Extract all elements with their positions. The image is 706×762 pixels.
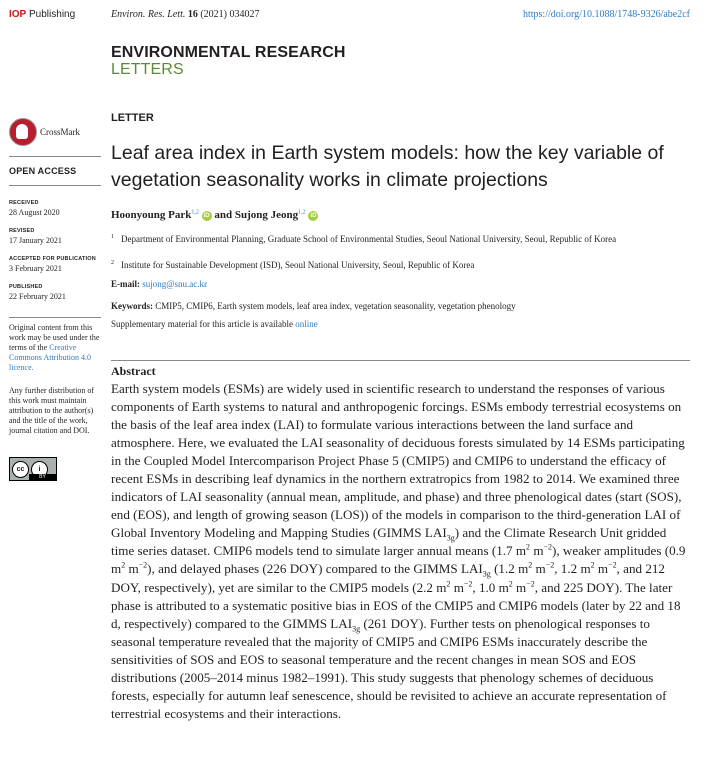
keywords-line (111, 301, 516, 311)
email-link[interactable]: sujong@snu.ac.kr (142, 279, 208, 289)
history-date-published: 22 February 2021 (9, 292, 66, 301)
orcid-icon[interactable]: iD (310, 213, 317, 219)
divider (9, 185, 101, 186)
author-name: Hoonyoung Park (111, 209, 192, 221)
supplementary-line (111, 319, 318, 329)
author-name: Sujong Jeong (234, 209, 299, 221)
license-text: Original content from this work may be used under the terms of the (9, 323, 100, 352)
history-label-received: RECEIVED (9, 200, 39, 206)
open-access-label: OPEN ACCESS (9, 166, 77, 176)
history-date-revised: 17 January 2021 (9, 236, 62, 245)
journal-abbrev: Environ. Res. Lett. (111, 9, 186, 20)
cc-by-label: BY (29, 474, 56, 480)
affiliation-number: 2 (111, 260, 114, 266)
cc-icon: cc (12, 461, 29, 478)
journal-name-line1: ENVIRONMENTAL RESEARCH (111, 44, 346, 61)
history-label-published: PUBLISHED (9, 284, 43, 290)
publisher-iop: IOP (9, 9, 27, 20)
crossmark-badge[interactable] (9, 118, 80, 146)
abstract-heading: Abstract (111, 364, 156, 378)
affiliation (111, 233, 693, 245)
article-title: Leaf area index in Earth system models: how the key variable of vegetation seasonality works in climate projections (111, 142, 664, 191)
affiliation-text: Institute for Sustainable Development (ISD), Seoul National University, Seoul, Republic of Korea (121, 260, 475, 270)
email-label: E-mail: (111, 279, 140, 289)
publisher-logo (9, 9, 75, 20)
crossmark-icon (9, 118, 37, 146)
journal-name-line2: LETTERS (111, 61, 184, 78)
cc-by-badge[interactable] (9, 457, 57, 481)
history-label-accepted: ACCEPTED FOR PUBLICATION (9, 256, 96, 262)
history-date-accepted: 3 February 2021 (9, 264, 62, 273)
affiliation-text: Department of Environmental Planning, Graduate School of Environmental Studies, Seoul National University, Seoul, Republic of Korea (121, 234, 617, 244)
crossmark-label: CrossMark (40, 127, 80, 137)
article-type: LETTER (111, 112, 154, 124)
license-link[interactable]: Creative Commons Attribution 4.0 licence. (9, 343, 92, 372)
author-joiner: and (214, 209, 233, 221)
journal-volume: 16 (187, 9, 198, 20)
doi-link[interactable]: https://doi.org/10.1088/1748-9326/abe2cf (522, 9, 690, 20)
history-label-revised: REVISED (9, 228, 35, 234)
publisher-name: Publishing (29, 9, 76, 20)
orcid-icon[interactable]: iD (203, 213, 210, 219)
author-affil: 1,2 (191, 209, 199, 216)
license-statement (9, 323, 101, 373)
journal-name (111, 44, 346, 78)
abstract-divider (111, 360, 690, 361)
divider (9, 317, 101, 318)
affiliation-number: 1 (111, 234, 114, 240)
year-article: (2021) 034027 (200, 9, 260, 20)
author-list (111, 209, 318, 221)
author-affil: 1,2 (298, 209, 306, 216)
affiliation (111, 259, 693, 271)
supplementary-text: Supplementary material for this article is available (111, 319, 293, 329)
divider (9, 156, 101, 157)
abstract-text: Earth system models (ESMs) are widely used in scientific research to understand the responses of various components of Earth systems to natural and anthropogenic forcings. ESMs embody terrestrial ecosystems on the basis of the leaf area index (LAI) to formulate various interactions between the land surface and atmosphere. Here, we evaluated the LAI seasonality of deciduous forests simulated by 14 ESMs participating in the Coupled Model Intercomparison Project Phase 5 (CMIP5) and CMIP6 to understand the efficacy of recent ESMs in describing leaf dynamics in the northern extratropics from 1982 to 2014. We examined three indicators of LAI seasonality (annual mean, amplitude, and phase) and three phenological dates (start (SOS), end (EOS), and length of growing season (LOS)) of the models in comparison to the third-generation LAI of Global Inventory Modeling and Mapping Studies (GIMMS $LAI_{3g}$) and the Climate Research Unit gridded time series dataset. CMIP6 models tend to simulate larger annual means (1.7 $m^2$ $m^{-2}$), weaker amplitudes (0.9 $m^2$ $m^{-2}$), and delayed phases (226 DOY) compared to the GIMMS $LAI_{3g}$ (1.2 $m^2$ $m^{-2}$, 1.2 $m^2$ $m^{-2}$, and 212 DOY, respectively), yet are similar to the CMIP5 models (2.2 $m^2$ $m^{-2}$, 1.0 $m^2$ $m^{-2}$, and 225 DOY). The later phase is attributed to a systematic positive bias in EOS of the CMIP5 and CMIP6 models (later by 22 and 18 d, respectively) compared to the GIMMS $LAI_{3g}$ (261 DOY). Further tests on phenological responses to seasonal temperature revealed that the majority of CMIP5 and CMIP6 ESMs inaccurately describe the sensitivities of SOS and EOS to seasonal temperature and the recent changes in mean SOS and EOS distributions (2005–2014 minus 1982–1991). This study suggests that phenology schemes of deciduous forests, especially for autumn leaf senescence, should be revisited to achieve an accurate representation of terrestrial ecosystems and their interactions. (111, 381, 686, 721)
supplementary-link[interactable]: online (295, 319, 318, 329)
journal-reference (111, 9, 260, 20)
email-line (111, 279, 207, 289)
history-date-received: 28 August 2020 (9, 208, 60, 217)
further-distribution: Any further distribution of this work must maintain attribution to the author(s) and the title of the work, journal citation and DOI. (9, 386, 95, 435)
attribution-icon: i (31, 461, 48, 478)
keywords-label: Keywords: (111, 301, 153, 311)
keywords-text: CMIP5, CMIP6, Earth system models, leaf area index, vegetation seasonality, vegetation phenology (155, 301, 516, 311)
